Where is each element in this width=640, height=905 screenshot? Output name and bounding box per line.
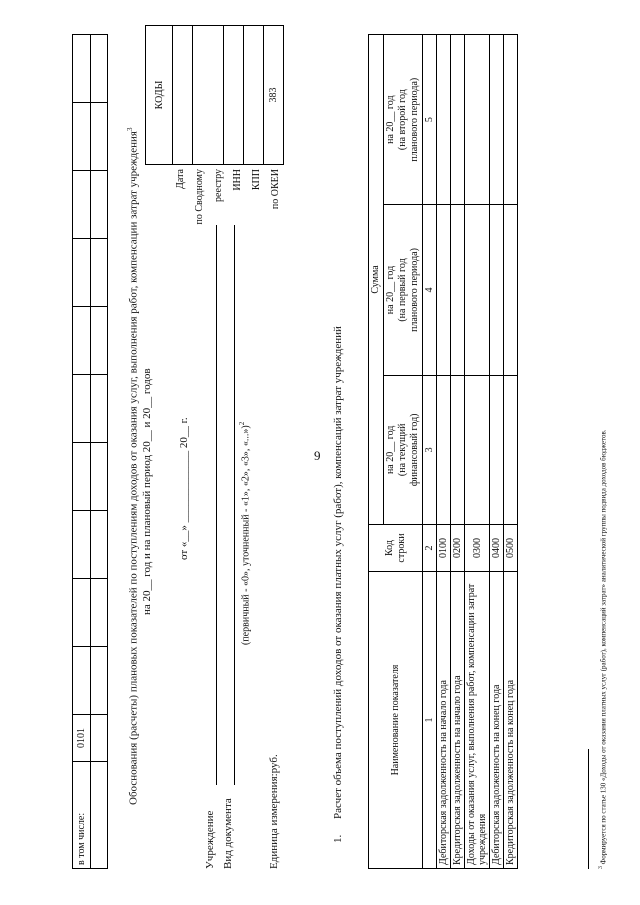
codes-kpp-cell[interactable] — [244, 26, 264, 165]
page-number: 9 — [314, 448, 321, 463]
codes-label-registry-2: реестру — [213, 169, 224, 202]
strip-cell — [73, 647, 91, 715]
row-name: Кредиторская задолженность на начало года — [451, 572, 465, 869]
footnote-text: Формируется по статье 130 «Доходы от оказания платных услуг (работ), компенсаций затрат» аналитической группы подвида доходов бюджетов. — [599, 429, 608, 865]
col-number: 3 — [423, 375, 437, 524]
strip-cell — [90, 715, 108, 762]
value-cell[interactable] — [465, 35, 490, 205]
strip-label: в том числе: — [73, 762, 91, 869]
value-cell[interactable] — [465, 205, 490, 375]
codes-okei-cell: 383 — [264, 26, 284, 165]
strip-cell — [90, 762, 108, 869]
th-sum-col-2-line3: планового периода) — [409, 248, 420, 332]
strip-cell — [90, 171, 108, 239]
th-sum-col-2 — [384, 205, 423, 375]
table-row — [490, 35, 504, 869]
codes-header: КОДЫ — [146, 26, 173, 165]
value-cell[interactable] — [504, 205, 518, 375]
value-cell[interactable] — [451, 375, 465, 524]
value-cell[interactable] — [490, 375, 504, 524]
form-date-line: от «__» _____________ 20__ г. — [178, 417, 190, 560]
unit-label: Единица измерения:руб. — [268, 754, 280, 869]
row-name: Дебиторская задолженность на конец года — [490, 572, 504, 869]
section-number: 1. — [332, 834, 344, 843]
col-number: 2 — [423, 525, 437, 572]
strip-cell — [73, 307, 91, 375]
strip-cell — [73, 511, 91, 579]
strip-cell — [90, 103, 108, 171]
footnote-number: 3 — [598, 866, 604, 869]
doc-type-label: Вид документа — [222, 798, 234, 869]
value-cell[interactable] — [437, 375, 451, 524]
codes-label-kpp: КПП — [251, 169, 262, 191]
th-sum-col-1-line3: финансовый год) — [409, 413, 420, 487]
codes-label-date: Дата — [175, 169, 186, 189]
strip-cell — [90, 443, 108, 511]
row-code: 0400 — [490, 525, 504, 572]
codes-labels — [171, 169, 285, 305]
codes-label-okei: по ОКЕИ — [270, 169, 281, 210]
subtotal-strip — [72, 34, 108, 869]
row-code: 0300 — [465, 525, 490, 572]
footnote-divider — [588, 749, 589, 869]
col-number: 1 — [423, 572, 437, 869]
table-row — [465, 35, 490, 869]
strip-cell — [73, 579, 91, 647]
strip-cell — [73, 35, 91, 103]
strip-cell — [73, 375, 91, 443]
th-sum-col-3-line2: (на второй год — [397, 89, 408, 151]
codes-label-inn: ИНН — [232, 169, 243, 191]
codes-label-registry-1: по Сводному — [194, 169, 205, 225]
th-sum-col-3-line3: планового периода) — [409, 77, 420, 162]
strip-cell — [90, 375, 108, 443]
strip-cell — [90, 579, 108, 647]
form-period: на 20__ год и на плановый период 20__ и 20__ годов — [141, 368, 153, 615]
table-row — [504, 35, 518, 869]
col-number: 5 — [423, 35, 437, 205]
strip-cell — [73, 171, 91, 239]
strip-cell — [90, 647, 108, 715]
th-sum: Сумма — [369, 35, 384, 525]
value-cell[interactable] — [504, 375, 518, 524]
row-name: Кредиторская задолженность на конец года — [504, 572, 518, 869]
th-row-code: Код строки — [369, 525, 423, 572]
row-code: 0200 — [451, 525, 465, 572]
strip-cell — [90, 307, 108, 375]
institution-field[interactable] — [216, 225, 217, 785]
row-name: Дебиторская задолженность на начало года — [437, 572, 451, 869]
th-sum-col-1-line2: (на текущий — [397, 423, 408, 477]
footnote-mark: 3 — [126, 127, 134, 132]
institution-label: Учреждение — [204, 810, 216, 869]
th-sum-col-2-line1: на 20__ год — [385, 265, 396, 315]
strip-cell — [73, 239, 91, 307]
strip-cell — [90, 239, 108, 307]
value-cell[interactable] — [451, 205, 465, 375]
value-cell[interactable] — [465, 375, 490, 524]
th-indicator-name: Наименование показателя — [369, 572, 423, 869]
value-cell[interactable] — [490, 205, 504, 375]
strip-code: 0101 — [73, 715, 91, 762]
value-cell[interactable] — [504, 35, 518, 205]
row-name: Доходы от оказания услуг, выполнения работ, компенсации затрат учреждения — [465, 572, 490, 869]
th-sum-col-2-line2: (на первый год — [397, 258, 408, 322]
strip-cell — [90, 511, 108, 579]
doc-type-hint — [238, 422, 251, 645]
th-sum-col-1 — [384, 375, 423, 524]
form-title-text: Обоснования (расчеты) плановых показателей по поступлениям доходов от оказания услуг, выполнения работ, компенсации затрат учреждения — [127, 131, 140, 805]
footnote — [598, 429, 607, 869]
strip-cell — [73, 443, 91, 511]
doc-type-field[interactable] — [234, 225, 235, 785]
th-sum-col-1-line1: на 20__ год — [385, 425, 396, 475]
doc-type-hint-text: (первичный - «0», уточненный - «1», «2», «3», «...») — [240, 425, 252, 645]
form-title — [126, 128, 140, 805]
codes-inn-cell[interactable] — [224, 26, 244, 165]
doc-type-hint-sup: 2 — [238, 421, 246, 426]
th-sum-col-3 — [384, 35, 423, 205]
value-cell[interactable] — [437, 35, 451, 205]
value-cell[interactable] — [490, 35, 504, 205]
revenue-table — [368, 34, 518, 869]
value-cell[interactable] — [451, 35, 465, 205]
value-cell[interactable] — [437, 205, 451, 375]
row-code: 0100 — [437, 525, 451, 572]
codes-registry-cell[interactable] — [193, 26, 224, 165]
codes-date-cell[interactable] — [173, 26, 193, 165]
col-number: 4 — [423, 205, 437, 375]
th-sum-col-3-line1: на 20__ год — [385, 95, 396, 144]
section-title: Расчет объема поступлений доходов от оказания платных услуг (работ), компенсаций затрат учреждений — [332, 326, 344, 819]
codes-table — [145, 25, 284, 165]
table-row — [451, 35, 465, 869]
row-code: 0500 — [504, 525, 518, 572]
strip-cell — [73, 103, 91, 171]
table-row — [437, 35, 451, 869]
strip-cell — [90, 35, 108, 103]
